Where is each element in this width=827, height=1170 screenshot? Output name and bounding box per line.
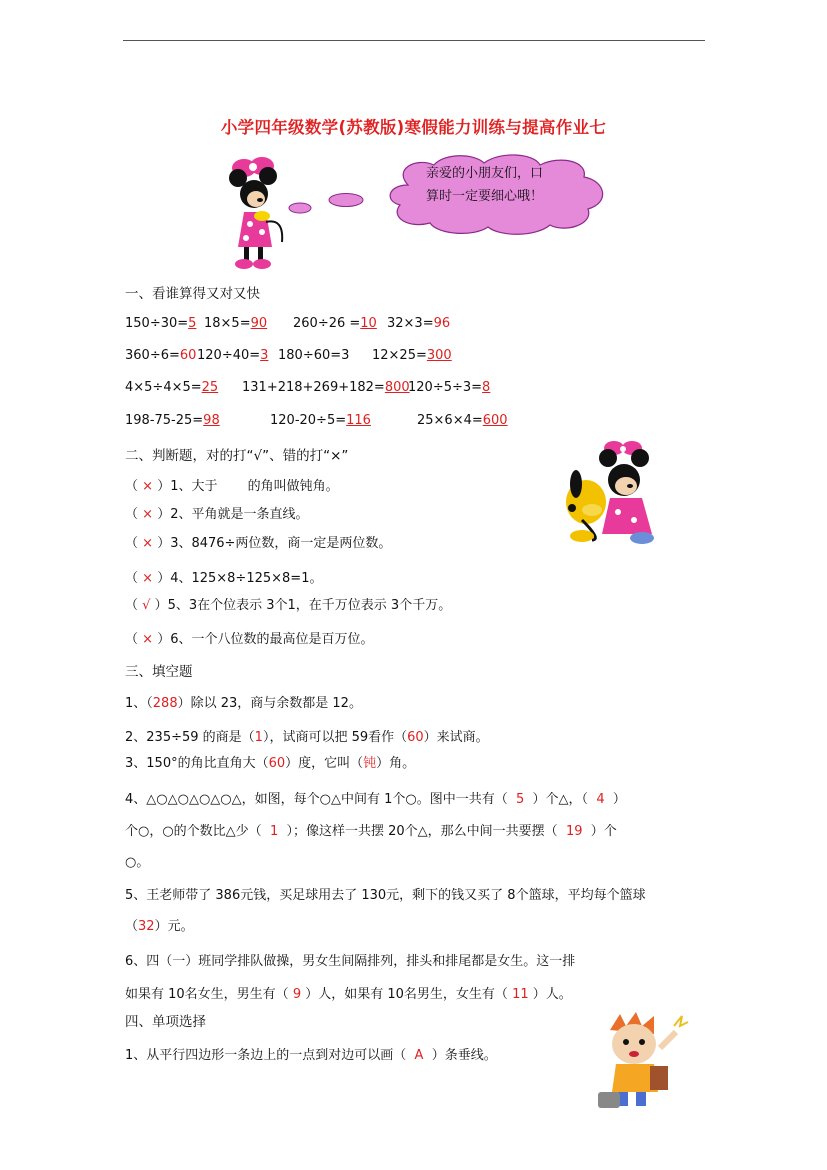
section-4-heading: 四、单项选择 [125, 1014, 206, 1030]
calc-item [372, 348, 452, 363]
boy-illustration [596, 1012, 692, 1112]
calc-item [125, 413, 220, 428]
cloud-line-1: 亲爱的小朋友们，口 [426, 166, 544, 181]
calc-item [125, 348, 196, 363]
answer: 60 [407, 730, 424, 745]
calc-answer: 600 [482, 413, 508, 428]
calc-question: 360÷6= [125, 348, 180, 363]
calc-question: 120-20÷5= [270, 413, 347, 428]
text: 4、△○△○△○△○△，如图，每个○△中间有 1个○。图中一共有（ [125, 792, 508, 807]
fill-q6-line-1: 6、四（一）班同学排队做操，男女生间隔排列，排头和排尾都是女生。这一排 [125, 954, 576, 969]
header-rule [123, 40, 705, 41]
judge-text: ）1、大于 的角叫做钝角。 [157, 479, 339, 494]
calc-question: 12×25= [372, 348, 427, 363]
fill-q6-line-2 [125, 983, 572, 1002]
calc-item [387, 316, 450, 331]
text: ）除以 23，商与余数都是 12。 [177, 696, 362, 711]
fill-q4-line-3: ○。 [125, 855, 150, 870]
answer: 1 [254, 730, 263, 745]
text: 3、150°的角比直角大（ [125, 756, 269, 771]
calc-answer: 5 [188, 316, 197, 331]
calc-answer: 96 [433, 316, 451, 331]
answer: 1 [269, 824, 279, 839]
calc-answer: 800 [384, 380, 410, 395]
calc-question: 198-75-25= [125, 413, 204, 428]
calc-answer: 116 [346, 413, 371, 428]
calc-answer: 3 [260, 348, 269, 363]
calc-item [242, 380, 410, 395]
judge-text: ）2、平角就是一条直线。 [157, 507, 309, 522]
judge-mark: × [142, 536, 154, 551]
text: ）人，如果有 10名男生，女生有（ [305, 987, 508, 1002]
judge-mark: √ [142, 598, 151, 613]
judge-mark: × [142, 571, 154, 586]
judge-item-6: （ × ）6、一个八位数的最高位是百万位。 [125, 632, 374, 647]
answer: 32 [138, 919, 155, 934]
text: 2、235÷59 的商是（ [125, 730, 255, 745]
calc-item [125, 380, 218, 395]
calc-question: 4×5÷4×5= [125, 380, 202, 395]
calc-answer: 300 [426, 348, 452, 363]
judge-mark: × [142, 479, 154, 494]
judge-text: ）5、3在个位表示 3个1，在千万位表示 3个千万。 [154, 598, 452, 613]
calc-question: 150÷30= [125, 316, 189, 331]
text: 个○，○的个数比△少（ [125, 824, 262, 839]
judge-item-5: （ √ ）5、3在个位表示 3个1，在千万位表示 3个千万。 [125, 598, 452, 613]
fill-q2 [125, 726, 489, 745]
answer: A [414, 1048, 424, 1063]
answer: 11 [512, 987, 529, 1002]
text: ）人。 [532, 987, 572, 1002]
fill-q4-line-2 [125, 820, 617, 839]
answer: 9 [292, 987, 302, 1002]
judge-item-3: （ × ）3、8476÷两位数，商一定是两位数。 [125, 536, 392, 551]
choice-q1 [125, 1044, 497, 1063]
text: （ [125, 919, 139, 934]
judge-item-2: （ × ）2、平角就是一条直线。 [125, 507, 309, 522]
calc-answer: 10 [360, 316, 377, 331]
calc-row-1 [125, 316, 196, 331]
calc-question: 260÷26 = [293, 316, 361, 331]
text: 1、（ [125, 696, 153, 711]
text: ），试商可以把 59看作（ [262, 730, 408, 745]
calc-item [408, 380, 490, 395]
text: ）度，它叫（ [285, 756, 364, 771]
answer: 4 [596, 792, 605, 807]
judge-text: ）6、一个八位数的最高位是百万位。 [157, 632, 374, 647]
text: ）条垂线。 [431, 1048, 497, 1063]
text: 如果有 10名女生，男生有（ [125, 987, 289, 1002]
text: ） [612, 792, 626, 807]
calc-answer: 90 [250, 316, 268, 331]
calc-item [293, 316, 377, 331]
text: ）；像这样一共摆 20个△，那么中间一共要摆（ [286, 824, 558, 839]
fill-q5-line-1: 5、王老师带了 386元钱，买足球用去了 130元，剩下的钱又买了 8个篮球，平均每个篮球 [125, 888, 646, 903]
answer: 19 [565, 824, 583, 839]
fill-q5-line-2 [125, 915, 194, 934]
judge-text: ）4、125×8÷125×8=1。 [157, 571, 323, 586]
calc-item [204, 316, 267, 331]
calc-answer: 98 [203, 413, 220, 428]
answer: 288 [152, 696, 178, 711]
calc-answer: 25 [201, 380, 219, 395]
answer: 60 [268, 756, 286, 771]
calc-question: 180÷60=3 [278, 348, 350, 363]
calc-question: 18×5= [204, 316, 251, 331]
text: 1、从平行四边形一条边上的一点到对边可以画（ [125, 1048, 407, 1063]
calc-item [417, 413, 508, 428]
judge-text: ）3、8476÷两位数，商一定是两位数。 [157, 536, 392, 551]
answer: 钝 [363, 756, 377, 771]
judge-mark: × [142, 507, 154, 522]
judge-item-4: （ × ）4、125×8÷125×8=1。 [125, 571, 323, 586]
page-title: 小学四年级数学(苏教版)寒假能力训练与提高作业七 [220, 118, 607, 137]
text: ）元。 [154, 919, 194, 934]
fill-q3 [125, 752, 415, 771]
cloud-line-2: 算时一定要细心哦！ [426, 189, 544, 204]
text: ）来试商。 [423, 730, 489, 745]
minnie-mouse-illustration [222, 152, 292, 274]
calc-answer: 60 [179, 348, 197, 363]
fill-q4-line-1 [125, 788, 626, 807]
section-2-heading: 二、判断题，对的打“√”、错的打“×” [125, 448, 349, 464]
calc-item [278, 348, 349, 363]
section-3-heading: 三、填空题 [125, 664, 193, 680]
text: ）个 [590, 824, 617, 839]
judge-item-1: （ × ）1、大于 的角叫做钝角。 [125, 479, 339, 494]
calc-question: 25×6×4= [417, 413, 483, 428]
calc-question: 131+218+269+182= [242, 380, 385, 395]
judge-mark: × [142, 632, 154, 647]
calc-question: 32×3= [387, 316, 434, 331]
pluto-minnie-illustration [562, 440, 662, 546]
calc-answer: 8 [482, 380, 491, 395]
calc-question: 120÷40= [197, 348, 261, 363]
cloud-message [426, 162, 576, 208]
calc-question: 120÷5÷3= [408, 380, 483, 395]
text: ）角。 [376, 756, 416, 771]
section-1-heading: 一、看谁算得又对又快 [125, 286, 260, 302]
text: ）个△，（ [532, 792, 589, 807]
answer: 5 [516, 792, 525, 807]
calc-item [270, 413, 371, 428]
fill-q1 [125, 692, 362, 711]
calc-item [197, 348, 268, 363]
